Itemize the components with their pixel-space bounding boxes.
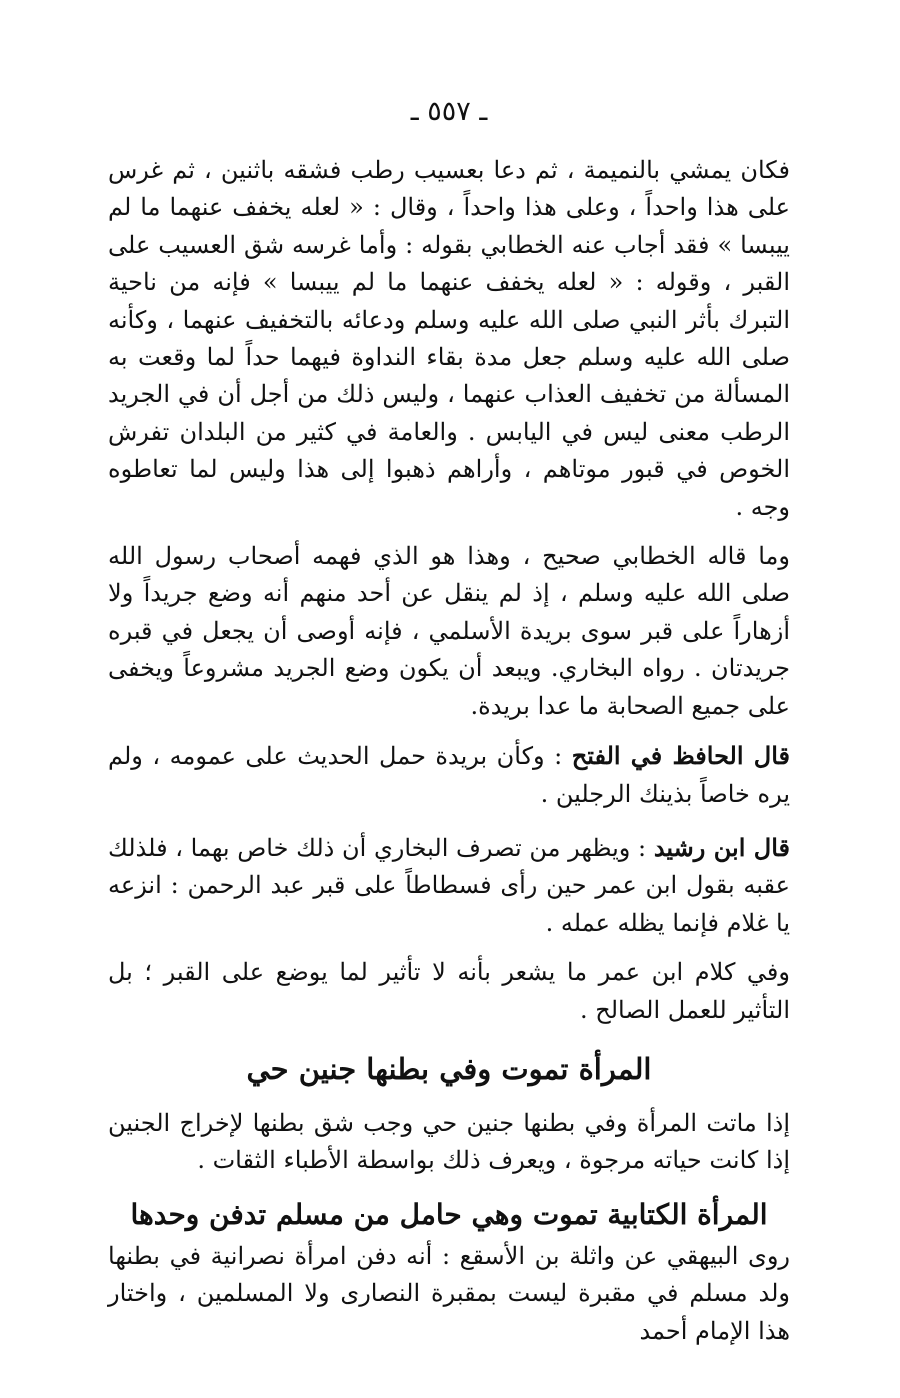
section-gap <box>108 1180 790 1192</box>
paragraph-ibn-umar-statement: وفي كلام ابن عمر ما يشعر بأنه لا تأثير لما يوضع على القبر ؛ بل التأثير للعمل الصالح . <box>108 958 790 1024</box>
book-page <box>108 92 790 1350</box>
quote-attribution-hafiz: قال الحافظ في الفتح <box>571 741 790 771</box>
paragraph-ibn-rushayd-quote <box>108 829 790 942</box>
paragraph-gap <box>108 526 790 538</box>
quote-attribution-ibn-rushayd: قال ابن رشيد <box>653 832 790 862</box>
paragraph-gap <box>108 942 790 954</box>
section-gap <box>108 1029 790 1045</box>
page-number: ـ ٥٥٧ ـ <box>410 96 488 127</box>
heading-gap <box>108 1093 790 1105</box>
quote-text-ibn-rushayd: : ويظهر من تصرف البخاري أن ذلك خاص بهما ، فلذلك عقبه بقول ابن عمر حين رأى فسطاطاً على قبر عبد الرحمن : انزعه يا غلام فإنما يظله عمله . <box>108 833 790 937</box>
section-heading-kitabiya-woman: المرأة الكتابية تموت وهي حامل من مسلم تدفن وحدها <box>130 1197 768 1231</box>
quote-text-hafiz: : وكأن بريدة حمل الحديث على عمومه ، ولم يره خاصاً بذينك الرجلين . <box>108 742 790 808</box>
paragraph-hafiz-quote <box>108 737 790 813</box>
paragraph-fetus-extraction: إذا ماتت المرأة وفي بطنها جنين حي وجب شق بطنها لإخراج الجنين إذا كانت حياته مرجوة ، ويعرف ذلك بواسطة الأطباء الثقات . <box>108 1108 790 1175</box>
paragraph-companions-understanding: وما قاله الخطابي صحيح ، وهذا هو الذي فهمه أصحاب رسول الله صلى الله عليه وسلم ، إذ لم ينقل عن أحد منهم أنه وضع جريداً ولا أزهاراً على قبر سوى بريدة الأسلمي ، فإنه أوصى أن يجعل في قبره جريدتان . رواه البخاري. ويبعد أن يكون وضع الجريد مشروعاً ويخفى على جميع الصحابة ما عدا بريدة. <box>108 542 790 720</box>
paragraph-gap <box>108 725 790 737</box>
paragraph-khattabi-explanation: فكان يمشي بالنميمة ، ثم دعا بعسيب رطب فشقه باثنين ، ثم غرس على هذا واحداً ، وعلى هذا واحداً ، وقال : « لعله يخفف عنهما ما لم ييبسا » فقد أجاب عنه الخطابي بقوله : وأما غرسه شق العسيب على القبر ، وقوله : « لعله يخفف عنهما ما لم ييبسا » فإنه من ناحية التبرك بأثر النبي صلى الله عليه وسلم ودعائه بالتخفيف عنهما ، وكأنه صلى الله عليه وسلم جعل مدة بقاء النداوة فيهما حداً لما وقعت به المسألة من تخفيف العذاب عنهما ، وليس ذلك من أجل أن في الجريد الرطب معنى ليس في اليابس . والعامة في كثير من البلدان تفرش الخوص في قبور موتاهم ، وأراهم ذهبوا إلى هذا وليس لما تعاطوه وجه . <box>108 156 790 521</box>
section-heading-pregnant-woman: المرأة تموت وفي بطنها جنين حي <box>246 1051 652 1086</box>
paragraph-gap <box>108 813 790 829</box>
paragraph-bayhaqi-narration: روى البيهقي عن واثلة بن الأسقع : أنه دفن امرأة نصرانية في بطنها ولد مسلم في مقبرة ليست بمقبرة النصارى ولا المسلمين ، واختار هذا الإمام أحمد <box>108 1241 790 1345</box>
